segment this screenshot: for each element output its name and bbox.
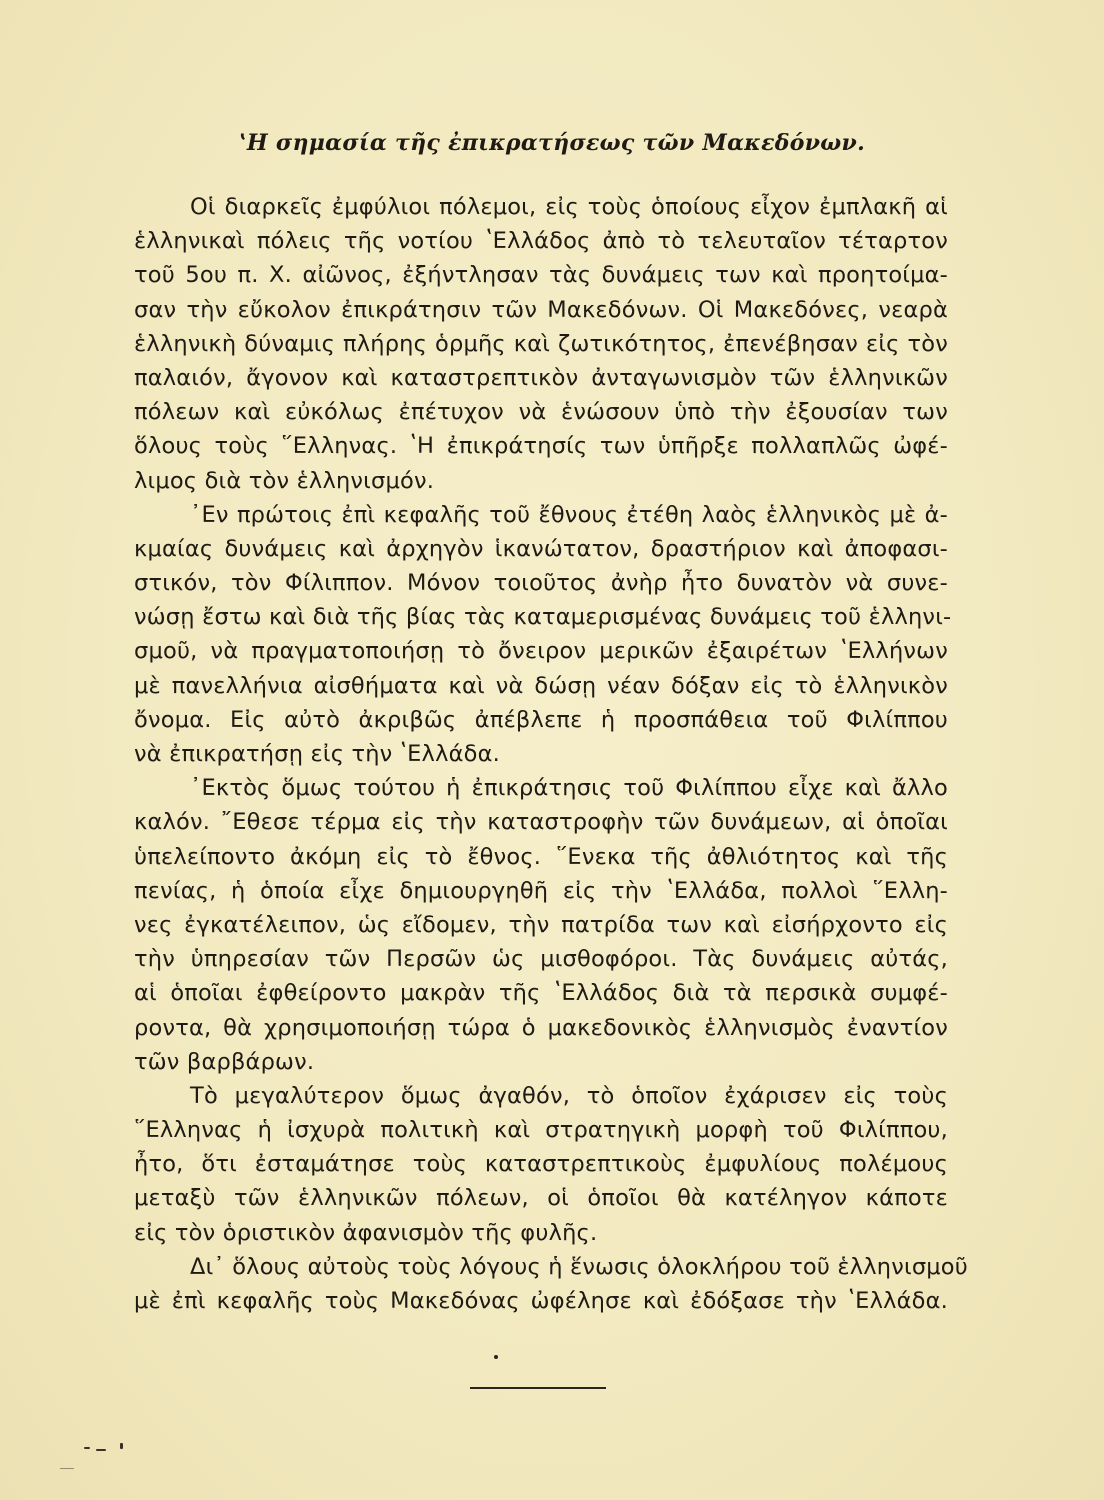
end-rule [470,1387,606,1389]
section-title: ʽΗ σημασία τῆς ἐπικρατήσεως τῶν Μακεδόνων. [238,130,866,156]
text-line: ροντα, θὰ χρησιμοποιήσῃ τώρα ὁ μακεδονικὸς ἑλληνισμὸς ἐναντίον [134,1014,948,1041]
scan-speck [120,1443,123,1449]
end-mark-dot [494,1355,498,1359]
text-line: ῞Ελληνας ἡ ἰσχυρὰ πολιτικὴ καὶ στρατηγικὴ μορφὴ τοῦ Φιλίππου, [134,1117,948,1144]
text-line: ἑλληνικαὶ πόλεις τῆς νοτίου ʽΕλλάδος ἀπὸ τὸ τελευταῖον τέταρτον [134,228,948,255]
text-line: μὲ ἐπὶ κεφαλῆς τοὺς Μακεδόνας ὠφέλησε καὶ ἐδόξασε τὴν ʽΕλλάδα. [134,1288,948,1314]
text-line: ὄνομα. Εἰς αὐτὸ ἀκριβῶς ἀπέβλεπε ἡ προσπάθεια τοῦ Φιλίππου [134,706,948,733]
text-line: λιμος διὰ τὸν ἑλληνισμόν. [134,467,435,494]
text-line: ᾽Εκτὸς ὅμως τούτου ἡ ἐπικράτησις τοῦ Φιλίππου εἶχε καὶ ἄλλο [190,775,948,802]
body-text [134,190,968,1318]
text-line: τῶν βαρβάρων. [134,1048,315,1075]
text-line: μὲ πανελλήνια αἰσθήματα καὶ νὰ δώσῃ νέαν δόξαν εἰς τὸ ἑλληνικὸν [134,672,948,699]
text-line: νες ἐγκατέλειπον, ὡς εἴδομεν, τὴν πατρίδα των καὶ εἰσήρχοντο εἰς [134,911,948,938]
text-line: ὅλους τοὺς ῞Ελληνας. ʽΗ ἐπικράτησίς των ὑπῆρξε πολλαπλῶς ὠφέ- [134,433,948,460]
text-line: σμοῦ, νὰ πραγματοποιήσῃ τὸ ὄνειρον μερικῶν ἐξαιρέτων ʽΕλλήνων [134,638,948,665]
text-line: Δι᾽ ὅλους αὐτοὺς τοὺς λόγους ἡ ἕνωσις ὁλοκλήρου τοῦ ἑλληνισμοῦ [190,1253,968,1280]
scan-speck [60,1468,74,1469]
paragraph-2 [134,498,952,772]
text-line: Οἱ διαρκεῖς ἐμφύλιοι πόλεμοι, εἰς τοὺς ὁποίους εἶχον ἐμπλακῆ αἱ [190,194,948,220]
text-line: ἑλληνικὴ δύναμις πλήρης ὁρμῆς καὶ ζωτικότητος, ἐπενέβησαν εἰς τὸν [134,330,948,357]
text-line: τὴν ὑπηρεσίαν τῶν Περσῶν ὡς μισθοφόροι. Τὰς δυνάμεις αὐτάς, [134,946,948,973]
text-line: πόλεων καὶ εὐκόλως ἐπέτυχον νὰ ἑνώσουν ὑπὸ τὴν ἐξουσίαν των [134,399,948,426]
paragraph-4 [134,1079,948,1250]
text-line: παλαιόν, ἄγονον καὶ καταστρεπτικὸν ἀνταγωνισμὸν τῶν ἑλληνικῶν [134,364,948,391]
text-line: νώσῃ ἔστω καὶ διὰ τῆς βίας τὰς καταμερισμένας δυνάμεις τοῦ ἑλληνι- [134,604,952,631]
text-line: μεταξὺ τῶν ἑλληνικῶν πόλεων, οἱ ὁποῖοι θὰ κατέληγον κάποτε [134,1185,948,1212]
scan-speck [96,1449,106,1451]
text-line: στικόν, τὸν Φίλιππον. Μόνον τοιοῦτος ἀνὴρ ἦτο δυνατὸν νὰ συνε- [134,570,948,597]
text-line: ὑπελείποντο ἀκόμη εἰς τὸ ἔθνος. ῞Ενεκα τῆς ἀθλιότητος καὶ τῆς [134,843,948,870]
paragraph-3 [134,771,948,1079]
text-line: ᾽Εν πρώτοις ἐπὶ κεφαλῆς τοῦ ἔθνους ἐτέθη λαὸς ἑλληνικὸς μὲ ἀ- [190,501,948,528]
text-line: εἰς τὸν ὁριστικὸν ἀφανισμὸν τῆς φυλῆς. [134,1219,598,1246]
text-line: σαν τὴν εὔκολον ἐπικράτησιν τῶν Μακεδόνων. Οἱ Μακεδόνες, νεαρὰ [134,296,948,323]
scan-speck [84,1447,90,1449]
text-line: τοῦ 5ου π. Χ. αἰῶνος, ἐξήντλησαν τὰς δυνάμεις των καὶ προητοίμα- [134,262,948,289]
paragraph-1 [134,190,948,498]
text-line: αἱ ὁποῖαι ἐφθείροντο μακρὰν τῆς ʽΕλλάδος διὰ τὰ περσικὰ συμφέ- [134,980,948,1007]
text-line: πενίας, ἡ ὁποία εἶχε δημιουργηθῆ εἰς τὴν ʽΕλλάδα, πολλοὶ ῞Ελλη- [134,877,948,904]
text-line: καλόν. ῎Εθεσε τέρμα εἰς τὴν καταστροφὴν τῶν δυνάμεων, αἱ ὁποῖαι [134,809,948,836]
text-line: νὰ ἐπικρατήσῃ εἰς τὴν ʽΕλλάδα. [134,741,500,767]
text-line: κμαίας δυνάμεις καὶ ἀρχηγὸν ἱκανώτατον, δραστήριον καὶ ἀποφασι- [134,535,948,562]
text-line: Τὸ μεγαλύτερον ὅμως ἀγαθόν, τὸ ὁποῖον ἐχάρισεν εἰς τοὺς [190,1082,948,1109]
paragraph-5 [134,1250,968,1318]
text-line: ἦτο, ὅτι ἐσταμάτησε τοὺς καταστρεπτικοὺς ἐμφυλίους πολέμους [134,1151,948,1178]
